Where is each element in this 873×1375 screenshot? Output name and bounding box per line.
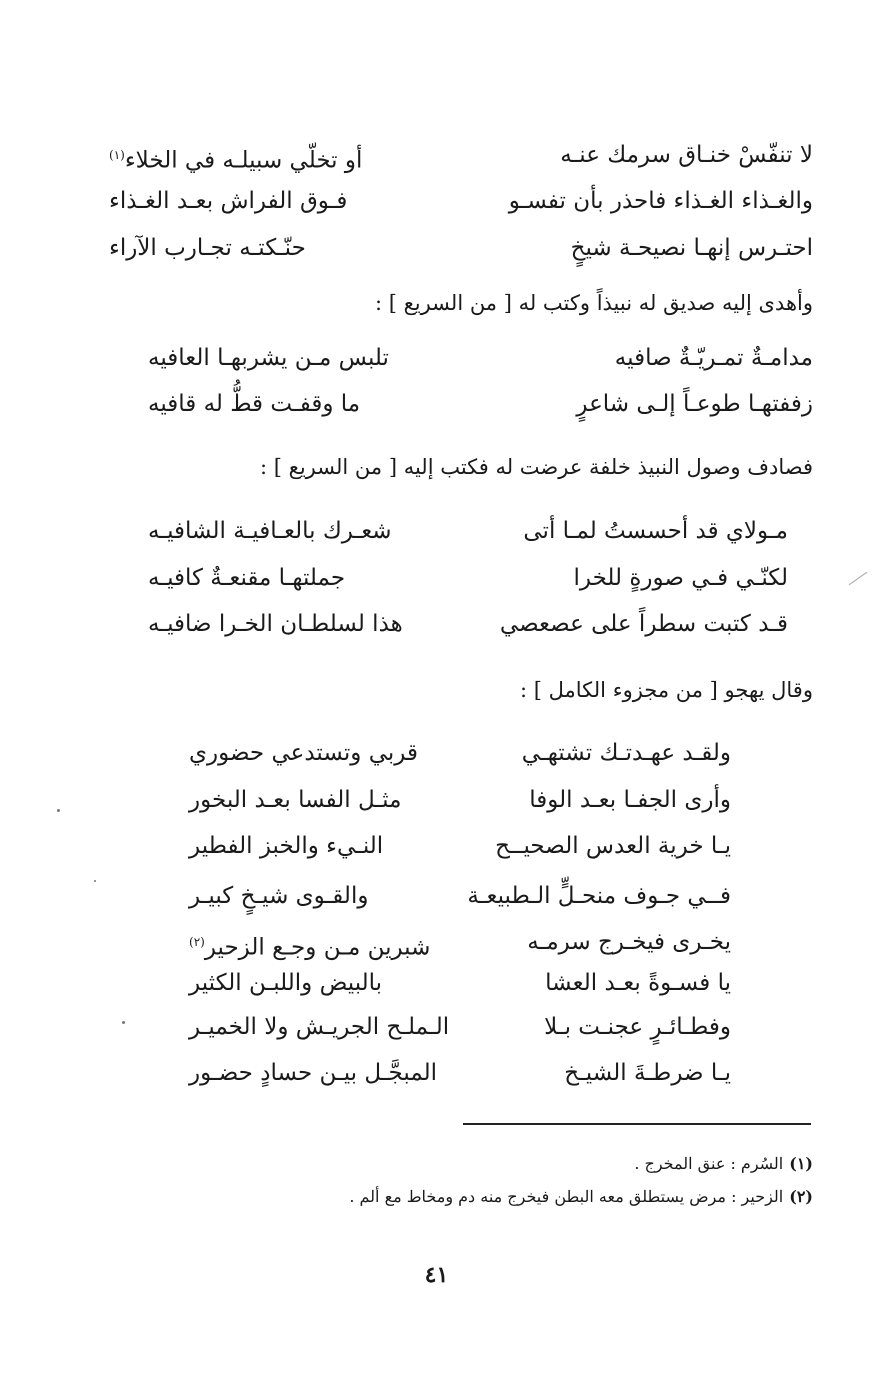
footnote-marker: (١) xyxy=(109,148,125,162)
prose-intro: وأهدى إليه صديق له نبيذاً وكتب له [ من السريع ] : xyxy=(374,291,813,315)
footnote-text: السُرم : عنق المخرج . xyxy=(634,1154,784,1173)
footnote-text: الزحير : مرض يستطلق معه البطن فيخرج منه دم ومخاط مع ألم . xyxy=(349,1187,784,1206)
verse-second-hemistich: جملتهـا مقنعـةٌ كافيـه xyxy=(148,565,346,591)
verse-line xyxy=(189,1012,731,1042)
verse-second-hemistich: تلبس مـن يشربهـا العافيه xyxy=(148,345,389,371)
verse-second-hemistich: فـوق الفراش بعـد الغـذاء xyxy=(109,188,348,214)
verse-line xyxy=(189,881,731,911)
verse-line xyxy=(148,343,813,373)
footnote-separator xyxy=(463,1123,811,1125)
verse-line xyxy=(109,186,813,216)
verse-first-hemistich: احتـرس إنهـا نصيحـة شيخٍ xyxy=(570,235,813,261)
verse-second-hemistich: والقـوى شيـخٍ كبيـر xyxy=(189,883,369,909)
verse-line xyxy=(109,233,813,263)
verse-first-hemistich: فــي جـوف منحـلٍّ الـطبيعـة xyxy=(467,883,731,909)
prose-intro: فصادف وصول النبيذ خلفة عرضت له فكتب إليه [ من السريع ] : xyxy=(260,455,813,479)
verse-second-hemistich: هذا لسلطـان الخـرا ضافيـه xyxy=(148,611,403,637)
scan-edge-mark xyxy=(849,572,868,585)
verse-second-hemistich: المبجَّـل بيـن حسادٍ حضـور xyxy=(189,1060,438,1086)
scan-speck xyxy=(57,809,60,812)
footnote-number: (٢) xyxy=(789,1187,813,1206)
verse-first-hemistich: يـا ضرطـةَ الشيـخ xyxy=(564,1060,731,1086)
verse-line xyxy=(148,609,788,639)
footnote xyxy=(634,1153,813,1175)
verse-first-hemistich: يا فسـوةً بعـد العشا xyxy=(545,970,731,996)
footnote xyxy=(349,1186,813,1208)
verse-second-hemistich: حنّـكتـه تجـارب الآراء xyxy=(109,235,306,261)
verse-first-hemistich: يـا خرية العدس الصحيــح xyxy=(495,833,731,859)
scan-speck xyxy=(94,880,96,882)
verse-first-hemistich: لا تنفّسْ خنـاق سرمك عنـه xyxy=(560,142,813,168)
verse-second-hemistich: قربي وتستدعي حضوري xyxy=(189,740,418,766)
footnote-marker: (٢) xyxy=(189,935,205,949)
verse-first-hemistich: قـد كتبت سطراً على عصعصي xyxy=(499,611,788,637)
page-number: ٤١ xyxy=(424,1262,449,1288)
verse-text: أو تخلّي سبيلـه في الخلاء xyxy=(124,147,363,174)
verse-second-hemistich xyxy=(189,927,430,963)
verse-second-hemistich xyxy=(109,140,362,176)
verse-first-hemistich: ولقـد عهـدتـك تشتهـي xyxy=(521,740,731,766)
verse-first-hemistich: والغـذاء الغـذاء فاحذر بأن تفسـو xyxy=(508,188,813,214)
verse-line xyxy=(189,968,731,998)
verse-line xyxy=(148,516,788,546)
verse-line xyxy=(148,389,813,419)
verse-line xyxy=(189,785,731,815)
footnote-number: (١) xyxy=(789,1154,813,1173)
verse-second-hemistich: شعـرك بالعـافيـة الشافيـه xyxy=(148,518,392,544)
verse-first-hemistich: مـولاي قد أحسستُ لمـا أتى xyxy=(523,518,788,544)
verse-first-hemistich: وأرى الجفـا بعـد الوفا xyxy=(529,787,731,813)
verse-first-hemistich: يخـرى فيخـرج سرمـه xyxy=(527,929,731,955)
verse-line xyxy=(189,1058,731,1088)
verse-line xyxy=(189,831,731,861)
verse-second-hemistich: الـملـح الجريـش ولا الخميـر xyxy=(189,1014,450,1040)
verse-second-hemistich: ما وقفـت قطُّ له قافيه xyxy=(148,391,361,417)
verse-second-hemistich: النـيء والخبز الفطير xyxy=(189,833,384,859)
verse-first-hemistich: مدامـةٌ تمـريّـةٌ صافيه xyxy=(614,345,813,371)
verse-first-hemistich: لكنّـي فـي صورةٍ للخرا xyxy=(573,565,788,591)
verse-line xyxy=(109,140,813,176)
prose-intro: وقال يهجو [ من مجزوء الكامل ] : xyxy=(520,678,813,702)
verse-second-hemistich: بالبيض واللبـن الكثير xyxy=(189,970,383,996)
verse-text: شبرين مـن وجـع الزحير xyxy=(204,934,431,961)
verse-second-hemistich: مثـل الفسا بعـد البخور xyxy=(189,787,402,813)
verse-line xyxy=(189,738,731,768)
verse-line xyxy=(148,563,788,593)
verse-first-hemistich: وفطـائـرٍ عجنـت بـلا xyxy=(544,1014,731,1040)
verse-line xyxy=(189,927,731,963)
verse-first-hemistich: زففتهـا طوعـاً إلـى شاعرٍ xyxy=(576,391,813,417)
scan-speck xyxy=(122,1021,125,1024)
